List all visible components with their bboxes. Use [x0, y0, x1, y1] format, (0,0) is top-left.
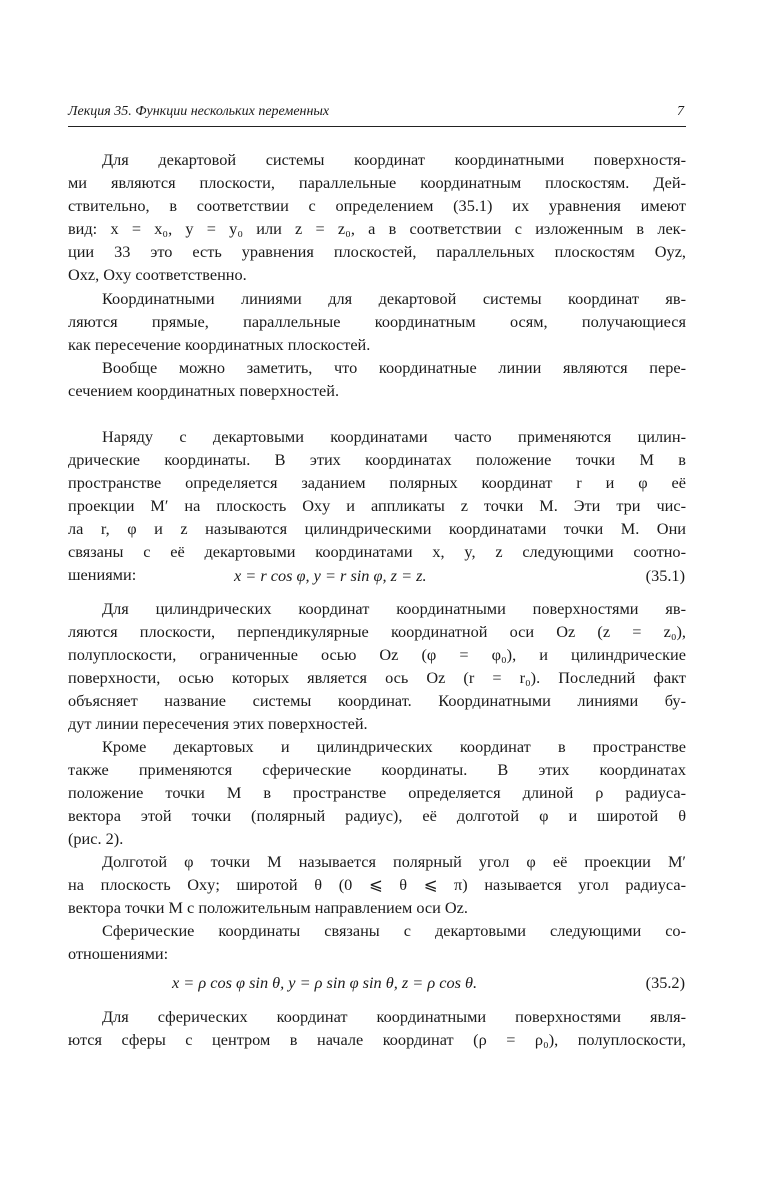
text-line: сечением координатных поверхностей. — [68, 381, 340, 400]
text-line: Координатными линиями для декартовой системы координат яв- — [102, 289, 686, 308]
equation-number: (35.1) — [645, 566, 685, 585]
text-line: Для цилиндрических координат координатными поверхностями яв- — [102, 599, 686, 618]
equation-35-2: x = ρ cos φ sin θ, y = ρ sin φ sin θ, z = ρ cos θ. — [172, 973, 478, 992]
text-line: Oxz, Oxy соответственно. — [68, 265, 247, 284]
text-line: поверхности, осью которых является ось Oz (r = r₀). Последний факт — [68, 668, 686, 687]
text-line: проекции M′ на плоскость Oxy и аппликаты z точки M. Эти три чис- — [68, 496, 686, 515]
equation-35-1: x = r cos φ, y = r sin φ, z = z. — [234, 566, 427, 585]
text-line: Сферические координаты связаны с декартовыми следующими со- — [102, 921, 686, 940]
text-line: полуплоскости, ограниченные осью Oz (φ = φ₀), и цилиндрические — [68, 645, 686, 664]
text-line: ми являются плоскости, параллельные координатным плоскостям. Дей- — [68, 173, 686, 192]
equation-number: (35.2) — [645, 973, 685, 992]
text-line: Вообще можно заметить, что координатные линии являются пере- — [102, 358, 686, 377]
text-line: дут линии пересечения этих поверхностей. — [68, 714, 368, 733]
text-line: ствительно, в соответствии с определением (35.1) их уравнения имеют — [68, 196, 686, 215]
text-line: положение точки M в пространстве определяется длиной ρ радиуса- — [68, 783, 686, 802]
text-line: вид: x = x₀, y = y₀ или z = z₀, а в соответствии с изложенным в лек- — [68, 219, 686, 238]
text-line: шениями: — [68, 565, 137, 584]
text-line: ции 33 это есть уравнения плоскостей, параллельных плоскостям Oyz, — [68, 242, 686, 261]
running-header — [68, 104, 686, 127]
text-line: ляются плоскости, перпендикулярные координатной оси Oz (z = z₀), — [68, 622, 686, 641]
text-line: дрические координаты. В этих координатах положение точки M в — [68, 450, 686, 469]
text-line: вектора этой точки (полярный радиус), её долготой φ и широтой θ — [68, 806, 686, 825]
page-number: 7 — [677, 104, 684, 119]
text-line: пространстве определяется заданием полярных координат r и φ её — [68, 473, 686, 492]
text-line: (рис. 2). — [68, 829, 124, 848]
text-line: связаны с её декартовыми координатами x, y, z следующими соотно- — [68, 542, 686, 561]
text-line: вектора точки M с положительным направлением оси Oz. — [68, 898, 468, 917]
text-line: также применяются сферические координаты. В этих координатах — [68, 760, 686, 779]
text-line: ляются прямые, параллельные координатным осям, получающиеся — [68, 312, 686, 331]
text-line: Для сферических координат координатными поверхностями явля- — [102, 1007, 686, 1026]
text-line: как пересечение координатных плоскостей. — [68, 335, 371, 354]
text-line: на плоскость Oxy; широтой θ (0 ⩽ θ ⩽ π) называется угол радиуса- — [68, 875, 686, 894]
text-line: Долготой φ точки M называется полярный угол φ её проекции M′ — [102, 852, 686, 871]
text-line: объясняет название системы координат. Координатными линиями бу- — [68, 691, 686, 710]
text-line: ла r, φ и z называются цилиндрическими координатами точки M. Они — [68, 519, 686, 538]
header-title: Лекция 35. Функции нескольких переменных — [68, 104, 330, 119]
text-line: Наряду с декартовыми координатами часто применяются цилин- — [102, 427, 686, 446]
text-line: Для декартовой системы координат координатными поверхностя- — [102, 150, 686, 169]
text-line: Кроме декартовых и цилиндрических координат в пространстве — [102, 737, 686, 756]
text-line: отношениями: — [68, 944, 169, 963]
text-line: ются сферы с центром в начале координат (ρ = ρ₀), полуплоскости, — [68, 1030, 686, 1049]
